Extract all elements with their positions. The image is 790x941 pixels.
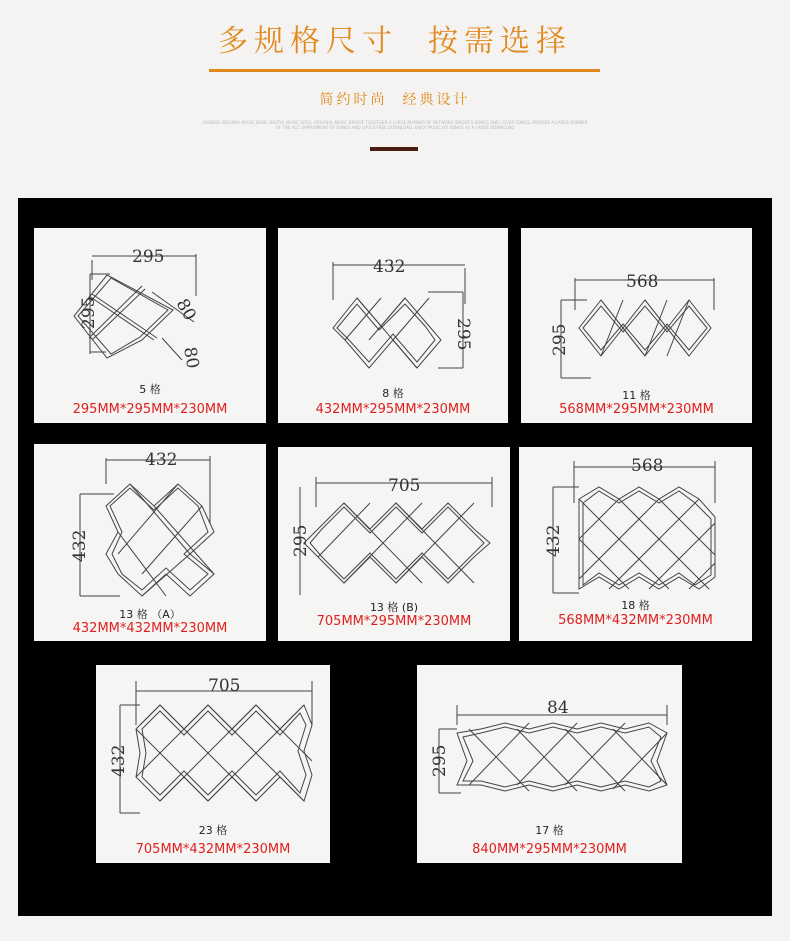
- caption-5: 5 格: [139, 383, 161, 396]
- lattice-8: [333, 298, 441, 368]
- caption-13b: 13 格 (B): [369, 601, 419, 614]
- title-underline: [209, 69, 600, 72]
- subtitle-left: 简约时尚: [319, 92, 388, 108]
- fine-print: CHINESE ORIGINAL MUSIC BASE, DIGITAL MUSIC SITES, ORIGINAL MUSIC BRIDGE TOGETHER A LARGE NUMBER OF NETWORK SINGER'S SONGS AND COVER SONGS, PROVIDE A LARGE NUMBER OF THE ACC OMPANIMENT OF SONGS AND LYRICS FREE DOWNLOAD, ENJOY MUSIC OR SONGS AS A LARGE DOWNLOAD: [202, 120, 588, 130]
- dim-height-23: 432: [109, 744, 129, 777]
- spec-card-17: [417, 665, 682, 863]
- size-8: 432MM*295MM*230MM: [315, 402, 471, 417]
- dim-width-23: 705: [208, 676, 241, 696]
- size-5: 295MM*295MM*230MM: [72, 402, 228, 417]
- spec-card-5: [34, 228, 266, 423]
- caption-23: 23 格: [198, 824, 228, 837]
- caption-13a: 13 格 （A）: [119, 608, 181, 621]
- dim-cell-b-5: 80: [179, 345, 203, 371]
- title-right: 按需选择: [428, 24, 572, 59]
- caption-18: 18 格: [621, 599, 650, 612]
- spec-card-13b: [278, 447, 510, 641]
- dim-width-13a: 432: [145, 450, 178, 470]
- dim-width-13b: 705: [388, 476, 421, 496]
- size-17: 840MM*295MM*230MM: [472, 842, 627, 857]
- dim-height-17: 295: [430, 744, 450, 777]
- subtitle: [0, 89, 790, 109]
- dim-width-11: 568: [626, 272, 659, 292]
- lattice-13b: [304, 503, 490, 583]
- spec-card-11: [521, 228, 752, 423]
- lattice-23: [136, 705, 312, 801]
- subtitle-right: 经典设计: [402, 92, 471, 108]
- dims-13a: [80, 456, 210, 596]
- dims-8: [333, 262, 465, 368]
- dim-height-8: 295: [453, 318, 473, 351]
- spec-card-18: [519, 447, 752, 641]
- spec-card-13a: [34, 444, 266, 641]
- size-13a: 432MM*432MM*230MM: [72, 621, 228, 636]
- dim-width-17: 84: [547, 698, 569, 718]
- dim-width-5: 295: [132, 247, 165, 267]
- dim-cell-a-5: 80: [171, 295, 200, 325]
- caption-17: 17 格: [535, 824, 564, 837]
- caption-11: 11 格: [622, 389, 651, 402]
- dims-11: [561, 278, 714, 378]
- size-18: 568MM*432MM*230MM: [558, 613, 713, 628]
- dim-width-8: 432: [373, 257, 406, 277]
- dim-height-5: 295: [79, 296, 99, 329]
- lattice-11: [579, 300, 711, 356]
- lattice-13a: [106, 484, 214, 596]
- dim-height-13b: 295: [291, 524, 311, 557]
- size-11: 568MM*295MM*230MM: [559, 402, 714, 417]
- spec-card-8: [278, 228, 508, 423]
- dim-height-11: 295: [550, 323, 570, 356]
- caption-8: 8 格: [382, 387, 404, 400]
- lattice-18: [579, 487, 715, 589]
- divider-bar: [370, 147, 418, 151]
- page-title: [0, 16, 790, 60]
- spec-card-23: [96, 665, 330, 863]
- dim-height-13a: 432: [70, 529, 90, 562]
- size-23: 705MM*432MM*230MM: [135, 842, 291, 857]
- title-left: 多规格尺寸: [218, 24, 398, 59]
- size-13b: 705MM*295MM*230MM: [316, 614, 472, 629]
- dims-18: [553, 461, 715, 593]
- dim-height-18: 432: [544, 524, 564, 557]
- lattice-17: [457, 723, 667, 791]
- spec-panel: [18, 198, 772, 916]
- dim-width-18: 568: [631, 456, 664, 476]
